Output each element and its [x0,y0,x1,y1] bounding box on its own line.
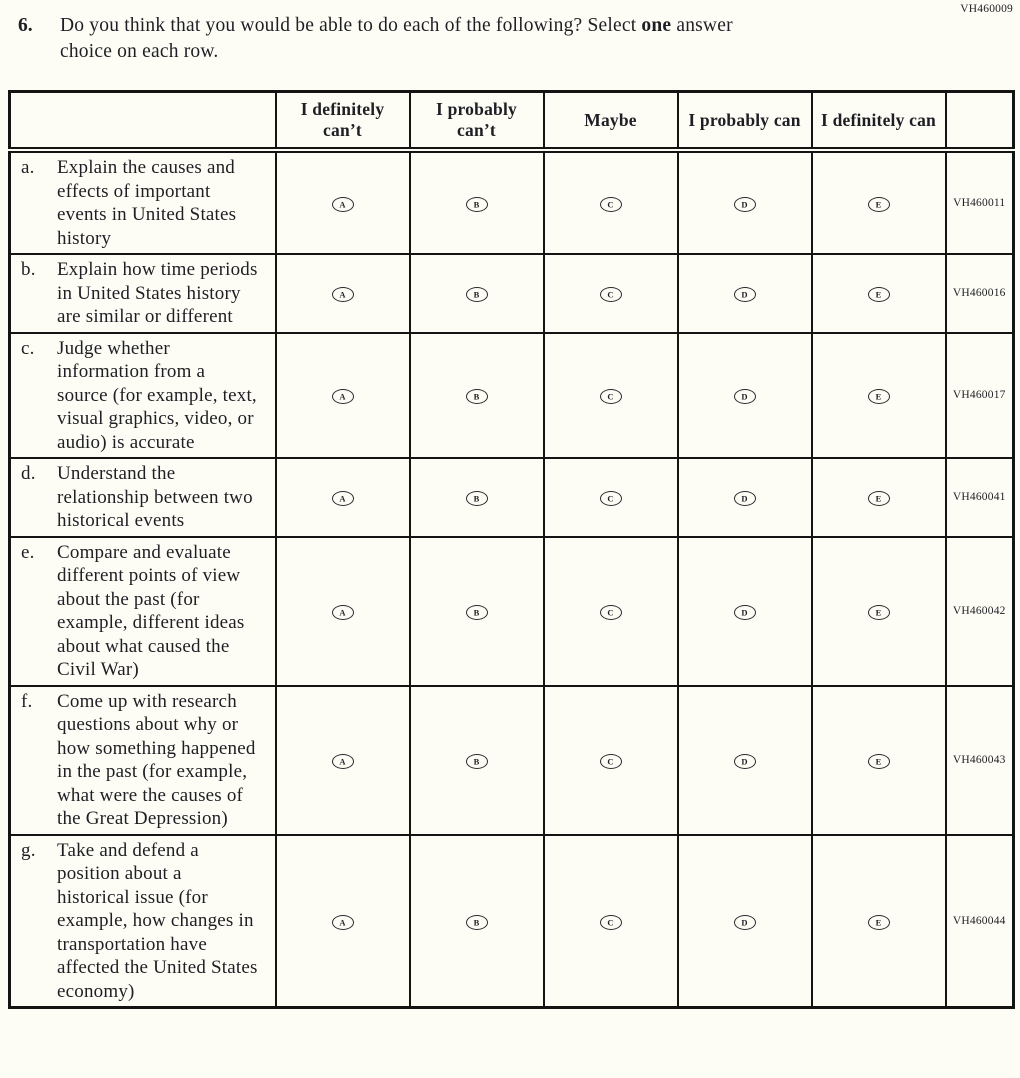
answer-table-body [10,150,1014,1008]
answer-bubble-c[interactable] [600,287,622,302]
answer-cell [812,458,946,537]
answer-cell [812,537,946,686]
answer-bubble-a[interactable] [332,197,354,212]
answer-cell [410,537,544,686]
bubble-letter: C [607,917,614,928]
row-statement: Take and defend a position about a historical issue (for example, how changes in transportation have affected the United States economy) [57,839,258,1002]
bubble-letter: A [339,607,346,618]
answer-cell [678,254,812,333]
bubble-letter: C [607,199,614,210]
statement-cell [10,458,276,537]
bubble-letter: B [473,493,480,504]
row-code-cell [946,458,1014,537]
answer-cell [276,254,410,333]
bubble-letter: B [473,756,480,767]
question-block [0,0,1020,65]
answer-bubble-c[interactable] [600,915,622,930]
answer-cell [276,333,410,459]
table-row [10,458,1014,537]
row-letter: e. [21,541,35,563]
answer-cell [276,686,410,835]
bubble-letter: A [339,917,346,928]
answer-cell [544,835,678,1008]
bubble-letter: B [473,289,480,300]
bubble-letter: B [473,917,480,928]
bubble-letter: E [875,917,882,928]
answer-bubble-a[interactable] [332,491,354,506]
bubble-letter: A [339,391,346,402]
answer-bubble-b[interactable] [466,287,488,302]
statement-cell [10,835,276,1008]
bubble-letter: D [741,917,748,928]
answer-bubble-a[interactable] [332,287,354,302]
answer-cell [544,254,678,333]
statement-cell [10,254,276,333]
answer-cell [276,458,410,537]
answer-cell [678,458,812,537]
answer-bubble-c[interactable] [600,197,622,212]
question-number: 6. [18,15,33,36]
statement-cell [10,333,276,459]
header-col-definitely-can: I definitely can [812,92,946,151]
bubble-letter: C [607,493,614,504]
bubble-letter: C [607,756,614,767]
answer-bubble-d[interactable] [734,197,756,212]
row-statement: Judge whether information from a source (for example, text, visual graphics, video, or audio) is accurate [57,337,257,453]
answer-cell [812,333,946,459]
row-code-cell [946,537,1014,686]
bubble-letter: A [339,756,346,767]
row-code-cell [946,254,1014,333]
row-code: VH460044 [952,914,1006,927]
row-letter: f. [21,690,33,712]
question-text-line2: choice on each row. [60,41,219,62]
answer-cell [812,150,946,254]
header-col-definitely-cant: I definitely can’t [276,92,410,151]
bubble-letter: B [473,199,480,210]
row-code-cell [946,835,1014,1008]
answer-cell [544,537,678,686]
row-letter: c. [21,337,35,359]
answer-cell [276,537,410,686]
bubble-letter: D [741,756,748,767]
answer-cell [410,686,544,835]
answer-cell [678,537,812,686]
answer-cell [410,333,544,459]
bubble-letter: E [875,756,882,767]
answer-bubble-d[interactable] [734,754,756,769]
answer-cell [678,835,812,1008]
row-code: VH460043 [952,754,1006,766]
answer-cell [276,835,410,1008]
bubble-letter: A [339,493,346,504]
header-col-probably-cant: I probably can’t [410,92,544,151]
bubble-letter: A [339,289,346,300]
answer-bubble-e[interactable] [868,491,890,506]
header-col-maybe: Maybe [544,92,678,151]
bubble-letter: B [473,391,480,402]
bubble-letter: C [607,391,614,402]
answer-bubble-b[interactable] [466,197,488,212]
answer-cell [544,333,678,459]
header-code-empty [946,92,1014,151]
bubble-letter: D [741,391,748,402]
answer-cell [812,835,946,1008]
row-code: VH460041 [952,491,1006,504]
row-statement: Explain the causes and effects of important events in United States history [57,157,237,249]
answer-bubble-c[interactable] [600,491,622,506]
answer-bubble-b[interactable] [466,389,488,404]
question-text-segment: answer [671,15,733,36]
answer-bubble-c[interactable] [600,605,622,620]
table-row [10,150,1014,254]
question-text [60,13,733,65]
bubble-letter: C [607,607,614,618]
answer-bubble-e[interactable] [868,197,890,212]
answer-cell [544,686,678,835]
bubble-letter: A [339,199,346,210]
bubble-letter: D [741,199,748,210]
answer-bubble-e[interactable] [868,287,890,302]
bubble-letter: E [875,391,882,402]
row-statement: Explain how time periods in United States history are similar or different [57,259,258,327]
row-code-cell [946,686,1014,835]
statement-cell [10,686,276,835]
table-row [10,333,1014,459]
row-code: VH460042 [952,605,1006,617]
answer-bubble-a[interactable] [332,389,354,404]
bubble-letter: D [741,607,748,618]
answer-bubble-e[interactable] [868,915,890,930]
answer-bubble-d[interactable] [734,915,756,930]
row-code: VH460017 [952,389,1006,402]
row-code-cell [946,150,1014,254]
answer-grid-table [8,90,1015,1009]
statement-cell [10,150,276,254]
bubble-letter: E [875,493,882,504]
answer-bubble-d[interactable] [734,605,756,620]
row-code: VH460016 [952,287,1006,300]
row-code-cell [946,333,1014,459]
row-statement: Compare and evaluate different points of view about the past (for example, different ideas about what caused the Civil War) [57,541,245,680]
answer-bubble-a[interactable] [332,915,354,930]
answer-cell [678,686,812,835]
answer-cell [410,458,544,537]
bubble-letter: E [875,289,882,300]
answer-cell [276,150,410,254]
bubble-letter: E [875,199,882,210]
answer-bubble-b[interactable] [466,605,488,620]
header-statement-empty [10,92,276,151]
answer-bubble-c[interactable] [600,389,622,404]
bubble-letter: B [473,607,480,618]
row-letter: b. [21,259,36,280]
bubble-letter: C [607,289,614,300]
answer-cell [410,150,544,254]
row-letter: a. [21,157,35,178]
row-statement: Understand the relationship between two historical events [57,463,253,531]
answer-cell [812,254,946,333]
table-row [10,537,1014,686]
answer-bubble-e[interactable] [868,605,890,620]
answer-cell [410,835,544,1008]
row-letter: g. [21,839,36,861]
answer-bubble-b[interactable] [466,915,488,930]
answer-bubble-d[interactable] [734,287,756,302]
answer-cell [544,458,678,537]
statement-cell [10,537,276,686]
answer-bubble-a[interactable] [332,754,354,769]
answer-cell [678,333,812,459]
header-row [10,92,1014,151]
answer-bubble-b[interactable] [466,754,488,769]
row-code: VH460011 [953,197,1006,209]
answer-cell [678,150,812,254]
bubble-letter: E [875,607,882,618]
row-statement: Come up with research questions about why or how something happened in the past (for example, what were the causes of the Great Depression) [57,690,256,829]
answer-bubble-e[interactable] [868,754,890,769]
answer-cell [410,254,544,333]
row-letter: d. [21,463,36,484]
header-col-probably-can: I probably can [678,92,812,151]
answer-bubble-c[interactable] [600,754,622,769]
answer-cell [812,686,946,835]
bubble-letter: D [741,493,748,504]
answer-bubble-b[interactable] [466,491,488,506]
question-text-segment: Do you think that you would be able to do each of the following? Select [60,15,642,36]
answer-bubble-d[interactable] [734,491,756,506]
answer-bubble-d[interactable] [734,389,756,404]
answer-bubble-a[interactable] [332,605,354,620]
answer-bubble-e[interactable] [868,389,890,404]
table-row [10,254,1014,333]
bubble-letter: D [741,289,748,300]
table-row [10,686,1014,835]
table-row [10,835,1014,1008]
question-bold-word: one [641,15,672,36]
page-code: VH460009 [960,3,1013,15]
answer-cell [544,150,678,254]
